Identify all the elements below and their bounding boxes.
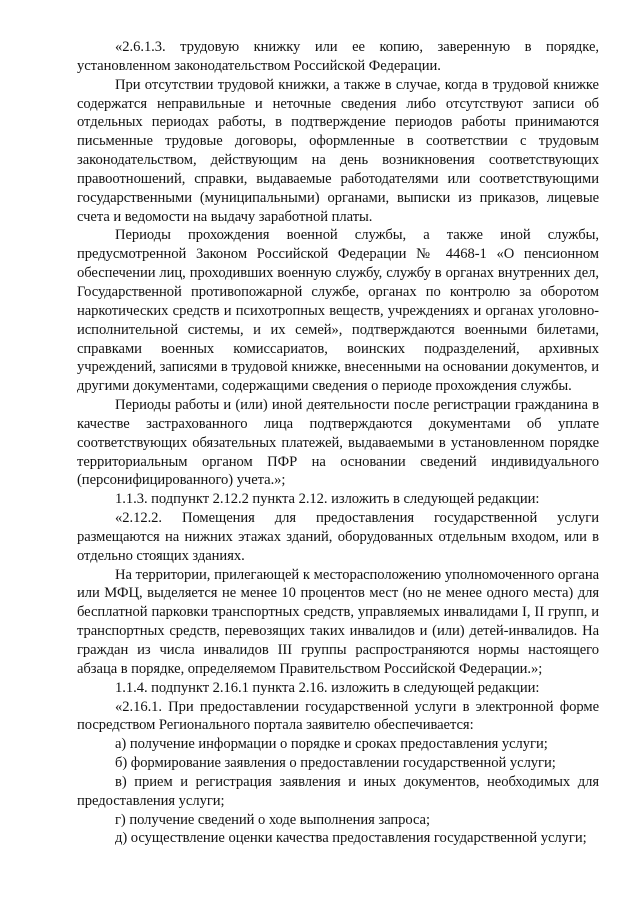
list-item-g: г) получение сведений о ходе выполнения запроса; [115, 811, 430, 828]
paragraph-1-1-3: 1.1.3. подпункт 2.12.2 пункта 2.12. изложить в следующей редакции: [115, 491, 540, 508]
paragraph-2-16-1: «2.16.1. При предоставлении государственной услуги в электронной форме посредством Регионального портала заявителю обеспечивается: [77, 698, 599, 734]
list-item-a: а) получение информации о порядке и сроках предоставления услуги; [115, 736, 548, 753]
list-item-v: в) прием и регистрация заявления и иных документов, необходимых для предоставления услуги; [77, 773, 599, 809]
list-item-d: д) осуществление оценки качества предоставления государственной услуги; [115, 830, 587, 847]
paragraph-2-12-2: «2.12.2. Помещения для предоставления государственной услуги размещаются на нижних этажах зданий, оборудованных отдельным входом, или в отдельно стоящих зданиях. [77, 510, 599, 564]
list-item-b: б) формирование заявления о предоставлении государственной услуги; [115, 755, 556, 772]
paragraph-no-work-book: При отсутствии трудовой книжки, а также в случае, когда в трудовой книжке содержатся неправильные и неточные сведения либо отсутствуют записи об отдельных периодах работы, в подтверждение периодов работы принимаются письменные трудовые договоры, оформленные в соответствии с трудовым законодательством, действующим на день возникновения соответствующих правоотношений, справки, выдаваемые работодателями или соответствующими государственными (муниципальными) органами, выписки из приказов, лицевые счета и ведомости на выдачу заработной платы. [77, 76, 599, 225]
paragraph-insured-periods: Периоды работы и (или) иной деятельности после регистрации гражданина в качестве застрахованного лица подтверждаются документами об уплате соответствующих обязательных платежей, выдаваемыми в установленном порядке территориальным органом ПФР на основании сведений индивидуального (персонифицированного) учета.»; [77, 397, 599, 489]
paragraph-2-6-1-3: «2.6.1.3. трудовую книжку или ее копию, заверенную в порядке, установленном законодательством Российской Федерации. [77, 39, 599, 74]
paragraph-1-1-4: 1.1.4. подпункт 2.16.1 пункта 2.16. изложить в следующей редакции: [115, 679, 540, 696]
paragraph-military-service: Периоды прохождения военной службы, а также иной службы, предусмотренной Законом Российской Федерации № 4468-1 «О пенсионном обеспечении лиц, проходивших военную службу, службу в органах внутренних дел, Государственной противопожарной службе, органах по контролю за оборотом наркотических средств и психотропных веществ, учреждениях и органах уголовно-исполнительной системы, и их семей», подтверждаются военными билетами, справками военных комиссариатов, воинских подразделений, архивных учреждений, записями в трудовой книжке, внесенными на основании документов, и другими документами, содержащими сведения о периоде прохождения службы. [77, 227, 599, 395]
paragraph-parking: На территории, прилегающей к месторасположению уполномоченного органа или МФЦ, выделяется не менее 10 процентов мест (но не менее одного места) для бесплатной парковки транспортных средств, управляемых инвалидами I, II групп, и транспортных средств, перевозящих таких инвалидов и (или) детей-инвалидов. На граждан из числа инвалидов III группы распространяются нормы настоящего абзаца в порядке, определяемом Правительством Российской Федерации.»; [77, 566, 599, 677]
document-body [77, 38, 599, 848]
